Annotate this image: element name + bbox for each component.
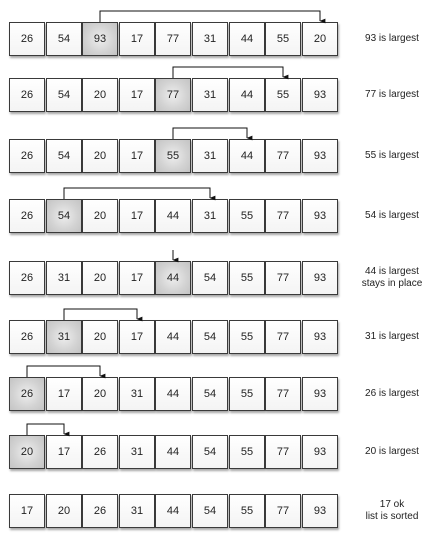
list-item-cell: 44 [155, 494, 191, 528]
pass-row [9, 261, 435, 297]
pass-row [9, 320, 435, 356]
list-item-cell: 55 [229, 435, 265, 469]
list-item-cell: 26 [82, 435, 118, 469]
largest-item-cell: 31 [46, 320, 82, 354]
list-item-cell: 44 [229, 22, 265, 56]
pass-caption [349, 261, 435, 295]
list-item-cell: 77 [265, 139, 301, 173]
largest-item-cell: 54 [46, 199, 82, 233]
pass-row [9, 494, 435, 530]
list-item-cell: 20 [82, 199, 118, 233]
caption-line: 54 is largest [365, 210, 419, 221]
list-item-cell: 93 [302, 320, 338, 354]
list-item-cell: 44 [155, 435, 191, 469]
list-item-cell: 54 [46, 78, 82, 112]
pass-caption [349, 78, 435, 112]
pass-caption [349, 139, 435, 173]
list-item-cell: 77 [265, 494, 301, 528]
list-item-cell: 20 [82, 377, 118, 411]
pass-row [9, 78, 435, 114]
list-item-cell: 31 [119, 435, 155, 469]
swap-arrow [64, 188, 210, 199]
list-item-cell: 54 [192, 377, 228, 411]
list-item-cell: 93 [302, 261, 338, 295]
list-item-cell: 77 [265, 435, 301, 469]
list-item-cell: 54 [192, 435, 228, 469]
pass-caption [349, 22, 435, 56]
list-item-cell: 93 [302, 435, 338, 469]
list-item-cell: 20 [82, 78, 118, 112]
list-item-cell: 20 [82, 320, 118, 354]
caption-line: 44 is largest [365, 266, 419, 277]
pass-row [9, 139, 435, 175]
list-item-cell: 20 [302, 22, 338, 56]
list-item-cell: 31 [119, 494, 155, 528]
list-item-cell: 54 [192, 494, 228, 528]
pass-row [9, 199, 435, 235]
swap-arrow [27, 366, 100, 377]
list-item-cell: 44 [155, 320, 191, 354]
list-item-cell: 93 [302, 199, 338, 233]
pass-row [9, 377, 435, 413]
swap-arrow [173, 128, 247, 139]
caption-line: 17 ok [379, 499, 405, 510]
list-item-cell: 31 [192, 139, 228, 173]
caption-line: 20 is largest [365, 446, 419, 457]
list-item-cell: 77 [265, 377, 301, 411]
list-item-cell: 54 [46, 139, 82, 173]
list-item-cell: 20 [82, 139, 118, 173]
list-item-cell: 26 [9, 199, 45, 233]
list-item-cell: 17 [46, 377, 82, 411]
list-item-cell: 77 [265, 320, 301, 354]
list-item-cell: 20 [46, 494, 82, 528]
caption-line: 93 is largest [365, 33, 419, 44]
largest-item-cell: 20 [9, 435, 45, 469]
list-item-cell: 17 [119, 199, 155, 233]
list-item-cell: 26 [9, 261, 45, 295]
largest-item-cell: 77 [155, 78, 191, 112]
list-item-cell: 55 [229, 261, 265, 295]
list-item-cell: 31 [192, 78, 228, 112]
list-item-cell: 17 [119, 139, 155, 173]
list-item-cell: 31 [119, 377, 155, 411]
list-item-cell: 77 [155, 22, 191, 56]
list-item-cell: 17 [9, 494, 45, 528]
list-item-cell: 17 [46, 435, 82, 469]
list-item-cell: 26 [9, 78, 45, 112]
list-item-cell: 31 [192, 22, 228, 56]
list-item-cell: 54 [46, 22, 82, 56]
list-item-cell: 55 [229, 199, 265, 233]
largest-item-cell: 26 [9, 377, 45, 411]
list-item-cell: 55 [229, 320, 265, 354]
list-item-cell: 31 [192, 199, 228, 233]
swap-arrow [100, 11, 320, 22]
list-item-cell: 31 [46, 261, 82, 295]
list-item-cell: 44 [155, 199, 191, 233]
list-item-cell: 54 [192, 320, 228, 354]
list-item-cell: 55 [229, 494, 265, 528]
list-item-cell: 55 [265, 22, 301, 56]
largest-item-cell: 93 [82, 22, 118, 56]
list-item-cell: 55 [229, 377, 265, 411]
pass-row [9, 22, 435, 58]
list-item-cell: 26 [82, 494, 118, 528]
list-item-cell: 17 [119, 78, 155, 112]
caption-line: 77 is largest [365, 89, 419, 100]
pass-row [9, 435, 435, 471]
list-item-cell: 44 [229, 78, 265, 112]
caption-line: 26 is largest [365, 388, 419, 399]
caption-line: 31 is largest [365, 331, 419, 342]
caption-line: list is sorted [365, 511, 419, 522]
list-item-cell: 20 [82, 261, 118, 295]
pass-caption [349, 435, 435, 469]
pass-caption [349, 377, 435, 411]
list-item-cell: 77 [265, 199, 301, 233]
list-item-cell: 93 [302, 78, 338, 112]
pass-caption [349, 199, 435, 233]
list-item-cell: 17 [119, 22, 155, 56]
list-item-cell: 55 [265, 78, 301, 112]
largest-item-cell: 44 [155, 261, 191, 295]
list-item-cell: 54 [192, 261, 228, 295]
swap-arrow [27, 424, 64, 435]
list-item-cell: 93 [302, 377, 338, 411]
list-item-cell: 17 [119, 320, 155, 354]
list-item-cell: 44 [229, 139, 265, 173]
swap-arrow [173, 67, 283, 78]
list-item-cell: 26 [9, 320, 45, 354]
caption-line: stays in place [361, 278, 423, 289]
swap-arrow [64, 309, 137, 320]
list-item-cell: 17 [119, 261, 155, 295]
list-item-cell: 44 [155, 377, 191, 411]
list-item-cell: 26 [9, 22, 45, 56]
list-item-cell: 93 [302, 139, 338, 173]
pass-caption [349, 320, 435, 354]
list-item-cell: 93 [302, 494, 338, 528]
list-item-cell: 26 [9, 139, 45, 173]
largest-item-cell: 55 [155, 139, 191, 173]
list-item-cell: 77 [265, 261, 301, 295]
caption-line: 55 is largest [365, 150, 419, 161]
pass-caption [349, 494, 435, 528]
